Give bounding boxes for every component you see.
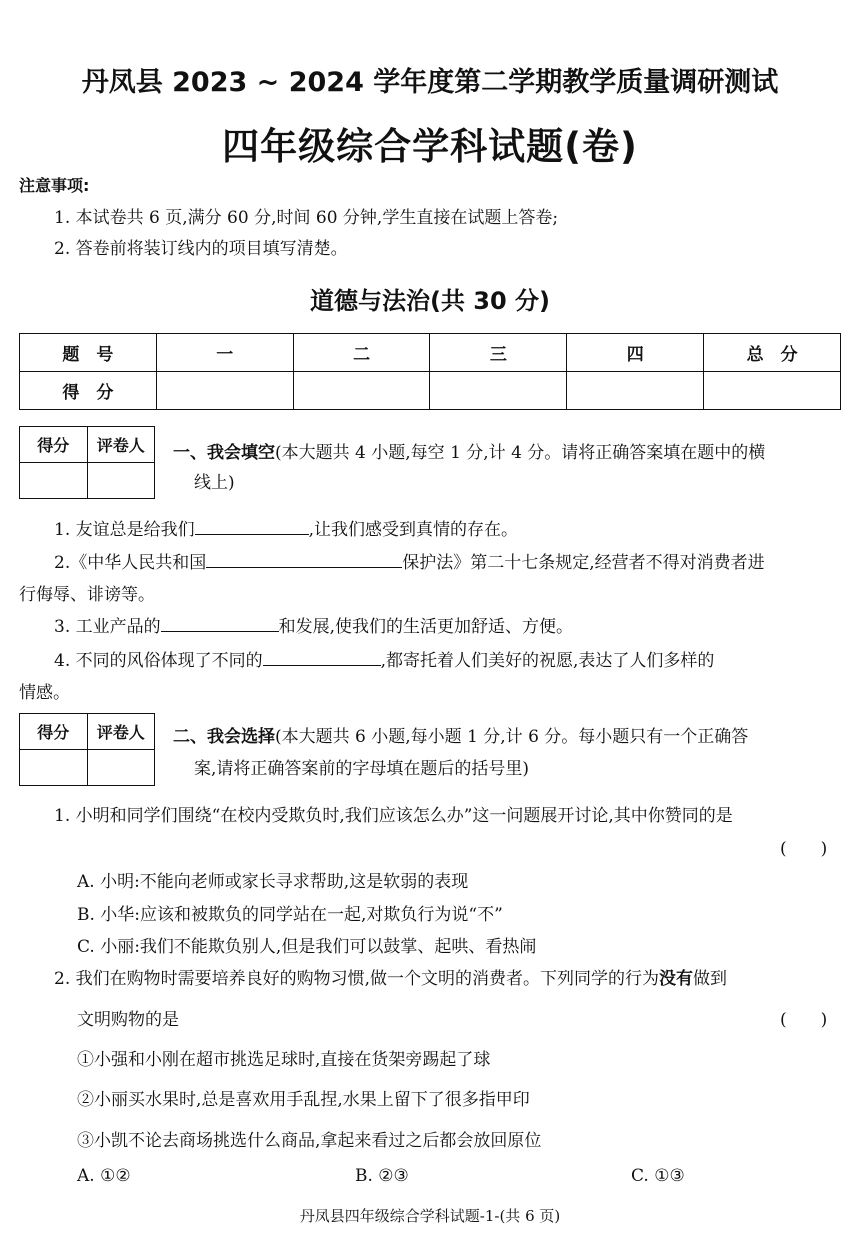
score-table-cell: 得 分 bbox=[20, 372, 157, 410]
grader-score-cell[interactable] bbox=[20, 463, 88, 499]
score-table-cell: 三 bbox=[430, 334, 567, 372]
option-a: A. 小明:不能向老师或家长寻求帮助,这是软弱的表现 bbox=[77, 872, 469, 892]
answer-paren[interactable]: ( ) bbox=[780, 1010, 828, 1030]
part2-title: 二、我会选择 bbox=[173, 727, 275, 747]
part1-header bbox=[173, 438, 765, 463]
option-b: B. 小华:应该和被欺负的同学站在一起,对欺负行为说“不” bbox=[77, 905, 503, 925]
fill-question-4: 4. 不同的风俗体现了不同的 ,都寄托着人们美好的祝愿,表达了人们多样的 bbox=[54, 646, 714, 671]
grader-box bbox=[19, 426, 155, 499]
grader-name-cell[interactable] bbox=[87, 463, 155, 499]
part1-desc-cont: 线上) bbox=[194, 473, 235, 493]
part1-desc: (本大题共 4 小题,每空 1 分,计 4 分。请将正确答案填在题中的横 bbox=[275, 443, 766, 463]
score-table-cell: 题 号 bbox=[20, 334, 157, 372]
option-c: C. ①③ bbox=[631, 1166, 685, 1186]
score-table-score-row bbox=[20, 372, 841, 410]
score-table-cell: 总 分 bbox=[704, 334, 841, 372]
emphasis-text: 没有 bbox=[659, 969, 694, 989]
score-table-cell: 二 bbox=[293, 334, 430, 372]
answer-blank[interactable] bbox=[161, 614, 279, 632]
statement-item: ②小丽买水果时,总是喜欢用手乱捏,水果上留下了很多指甲印 bbox=[77, 1090, 530, 1110]
exam-header-title: 丹凤县 2023 ~ 2024 学年度第二学期教学质量调研测试 bbox=[81, 67, 779, 98]
answer-paren[interactable]: ( ) bbox=[780, 839, 828, 859]
statement-item: ③小凯不论去商场挑选什么商品,拿起来看过之后都会放回原位 bbox=[77, 1131, 542, 1151]
grader-name-cell[interactable] bbox=[87, 750, 155, 786]
grader-box-score-label: 得分 bbox=[20, 427, 88, 463]
score-table-header-row bbox=[20, 334, 841, 372]
notes-title: 注意事项: bbox=[19, 176, 90, 195]
option-b: B. ②③ bbox=[355, 1166, 409, 1186]
fill-question-4-cont: 情感。 bbox=[19, 683, 70, 703]
choice-question-2-cont: 文明购物的是 bbox=[77, 1010, 179, 1030]
score-entry-cell[interactable] bbox=[430, 372, 567, 410]
note-item: 1. 本试卷共 6 页,满分 60 分,时间 60 分钟,学生直接在试题上答卷; bbox=[54, 208, 559, 228]
score-entry-cell[interactable] bbox=[156, 372, 293, 410]
answer-blank[interactable] bbox=[195, 517, 309, 535]
answer-blank[interactable] bbox=[263, 648, 381, 666]
grader-score-cell[interactable] bbox=[20, 750, 88, 786]
option-c: C. 小丽:我们不能欺负别人,但是我们可以鼓掌、起哄、看热闹 bbox=[77, 937, 537, 957]
answer-blank[interactable] bbox=[206, 550, 402, 568]
fill-question-2-cont: 行侮辱、诽谤等。 bbox=[19, 585, 155, 605]
note-item: 2. 答卷前将装订线内的项目填写清楚。 bbox=[54, 239, 348, 259]
option-a: A. ①② bbox=[77, 1166, 131, 1186]
page-footer: 丹凤县四年级综合学科试题-1-(共 6 页) bbox=[299, 1207, 561, 1225]
statement-item: ①小强和小刚在超市挑选足球时,直接在货架旁踢起了球 bbox=[77, 1050, 491, 1070]
score-table-cell: 四 bbox=[567, 334, 704, 372]
choice-question-1: 1. 小明和同学们围绕“在校内受欺负时,我们应该怎么办”这一问题展开讨论,其中你赞同的是 bbox=[54, 806, 733, 826]
exam-subtitle: 四年级综合学科试题(卷) bbox=[222, 125, 638, 168]
score-table-cell: 一 bbox=[156, 334, 293, 372]
grader-box-grader-label: 评卷人 bbox=[87, 427, 155, 463]
grader-box-grader-label: 评卷人 bbox=[87, 714, 155, 750]
part2-header bbox=[173, 722, 748, 747]
fill-question-3: 3. 工业产品的 和发展,使我们的生活更加舒适、方便。 bbox=[54, 612, 573, 637]
part2-desc: (本大题共 6 小题,每小题 1 分,计 6 分。每小题只有一个正确答 bbox=[275, 727, 749, 747]
fill-question-2: 2.《中华人民共和国 保护法》第二十七条规定,经营者不得对消费者进 bbox=[54, 548, 765, 573]
choice-question-2: 2. 我们在购物时需要培养良好的购物习惯,做一个文明的消费者。下列同学的行为没有做到 bbox=[54, 969, 728, 989]
score-entry-cell[interactable] bbox=[293, 372, 430, 410]
grader-box-score-label: 得分 bbox=[20, 714, 88, 750]
part1-title: 一、我会填空 bbox=[173, 443, 275, 463]
score-entry-cell[interactable] bbox=[704, 372, 841, 410]
fill-question-1: 1. 友谊总是给我们 ,让我们感受到真情的存在。 bbox=[54, 515, 518, 540]
section-title: 道德与法治(共 30 分) bbox=[309, 287, 551, 315]
grader-box bbox=[19, 713, 155, 786]
score-entry-cell[interactable] bbox=[567, 372, 704, 410]
part2-desc-cont: 案,请将正确答案前的字母填在题后的括号里) bbox=[194, 759, 530, 779]
score-table bbox=[19, 333, 841, 410]
